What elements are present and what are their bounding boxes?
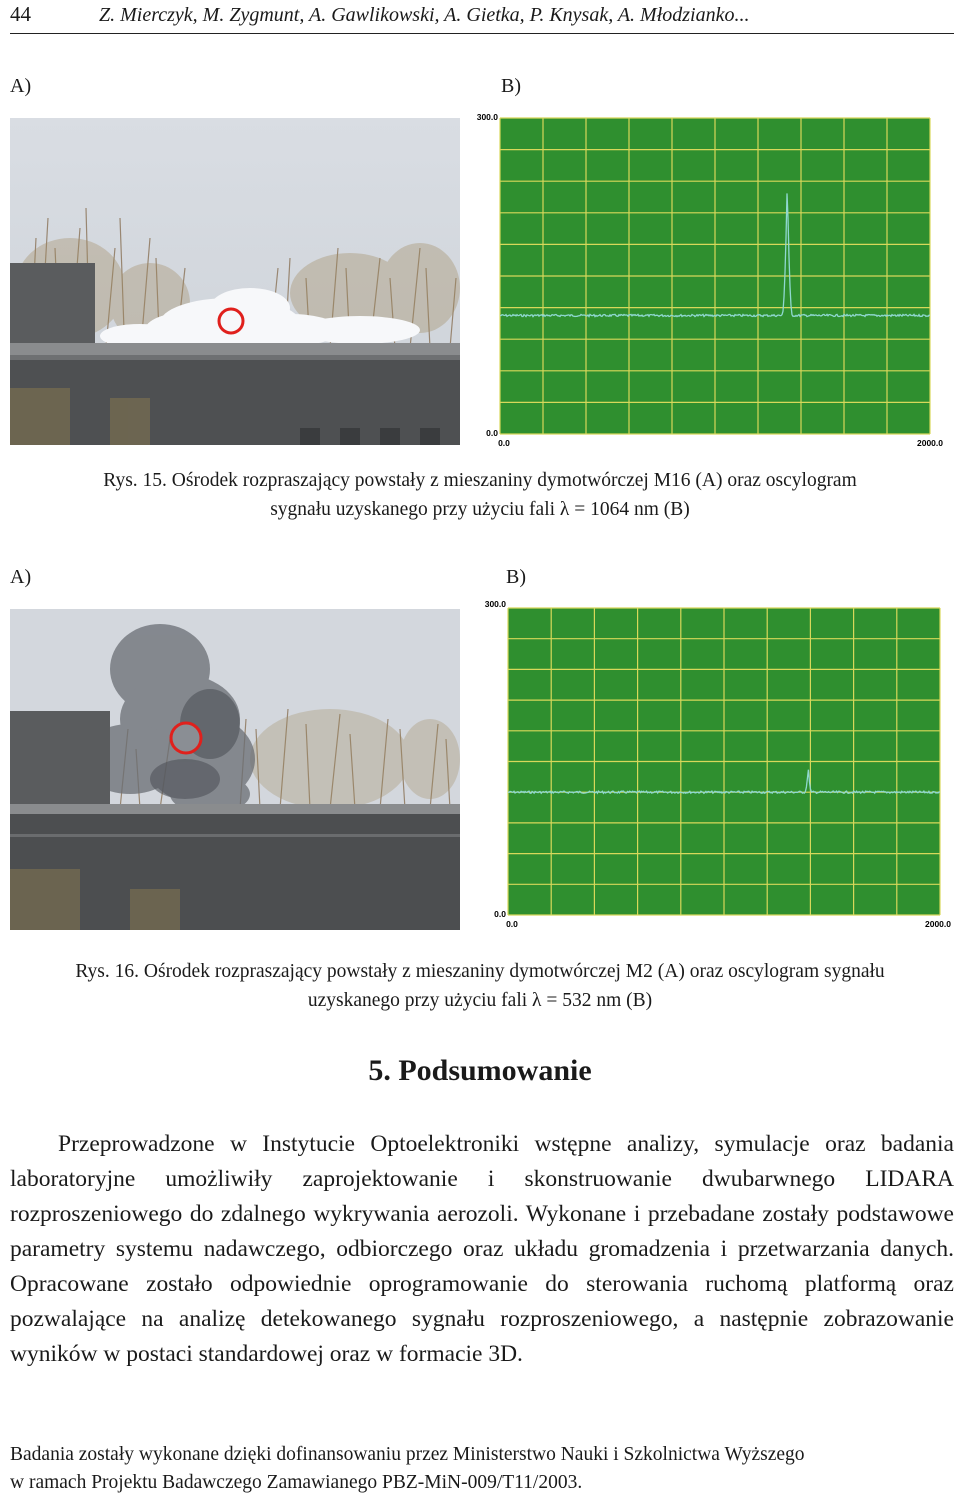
osc15-y-min-label: 0.0 <box>486 428 498 438</box>
figure15-oscillogram <box>468 108 950 454</box>
figure16-photo <box>10 609 460 930</box>
running-head: Z. Mierczyk, M. Zygmunt, A. Gawlikowski, A. Gietka, P. Knysak, A. Młodzianko... <box>99 4 750 26</box>
acknowledgement <box>10 1441 954 1497</box>
acknowledgement-line2: w ramach Projektu Badawczego Zamawianego PBZ-MiN-009/T11/2003. <box>10 1472 583 1493</box>
figure15-label-a: A) <box>10 75 32 97</box>
osc16-x-max-label: 2000.0 <box>925 919 951 929</box>
osc16-y-max-label: 300.0 <box>484 599 506 609</box>
osc16-x-min-label: 0.0 <box>506 919 518 929</box>
figure15-photo <box>10 118 460 445</box>
osc15-x-max-label: 2000.0 <box>917 438 943 448</box>
figure16-caption-line1: Rys. 16. Ośrodek rozpraszający powstały z mieszaniny dymotwórczej M2 (A) oraz oscylogram sygnału <box>75 961 885 982</box>
figure16-caption-line2: uzyskanego przy użyciu fali λ = 532 nm (B) <box>307 990 653 1011</box>
acknowledgement-line1: Badania zostały wykonane dzięki dofinansowaniu przez Ministerstwo Nauki i Szkolnictwa Wyższego <box>10 1444 805 1465</box>
figure15-label-b: B) <box>501 75 521 97</box>
figure15-caption-line1: Rys. 15. Ośrodek rozpraszający powstały z mieszaniny dymotwórczej M16 (A) oraz oscylogram <box>103 470 857 491</box>
figure16-oscillogram <box>474 598 956 935</box>
figure16-label-b: B) <box>506 566 526 588</box>
measurement-point-marker <box>171 723 201 753</box>
section-heading: 5. Podsumowanie <box>368 1054 592 1087</box>
osc15-x-min-label: 0.0 <box>498 438 510 448</box>
section-body <box>10 1127 954 1372</box>
header-rule <box>10 33 954 34</box>
figure15-caption <box>8 466 952 524</box>
osc16-y-min-label: 0.0 <box>494 909 506 919</box>
figure15-caption-line2: sygnału uzyskanego przy użyciu fali λ = 1064 nm (B) <box>270 499 690 520</box>
figure16-label-a: A) <box>10 566 32 588</box>
page-number: 44 <box>10 2 31 26</box>
section-body-text: Przeprowadzone w Instytucie Optoelektroniki wstępne analizy, symulacje oraz badania laboratoryjne umożliwiły zaprojektowanie i skonstruowanie dwubarwnego LIDARA rozproszeniowego do zdalnego wykrywania aerozoli. Wykonane i przebadane zostały podstawowe parametry systemu nadawczego, odbiorczego oraz układu gromadzenia i przetwarzania danych. Opracowane zostało odpowiednie oprogramowanie do sterowania ruchomą platformą oraz pozwalające na analizę detekowanego sygnału rozproszeniowego, a następnie zobrazowanie wyników w postaci standardowej oraz w formacie 3D. <box>10 1131 954 1367</box>
figure16-caption <box>8 957 952 1015</box>
osc15-y-max-label: 300.0 <box>476 112 498 122</box>
